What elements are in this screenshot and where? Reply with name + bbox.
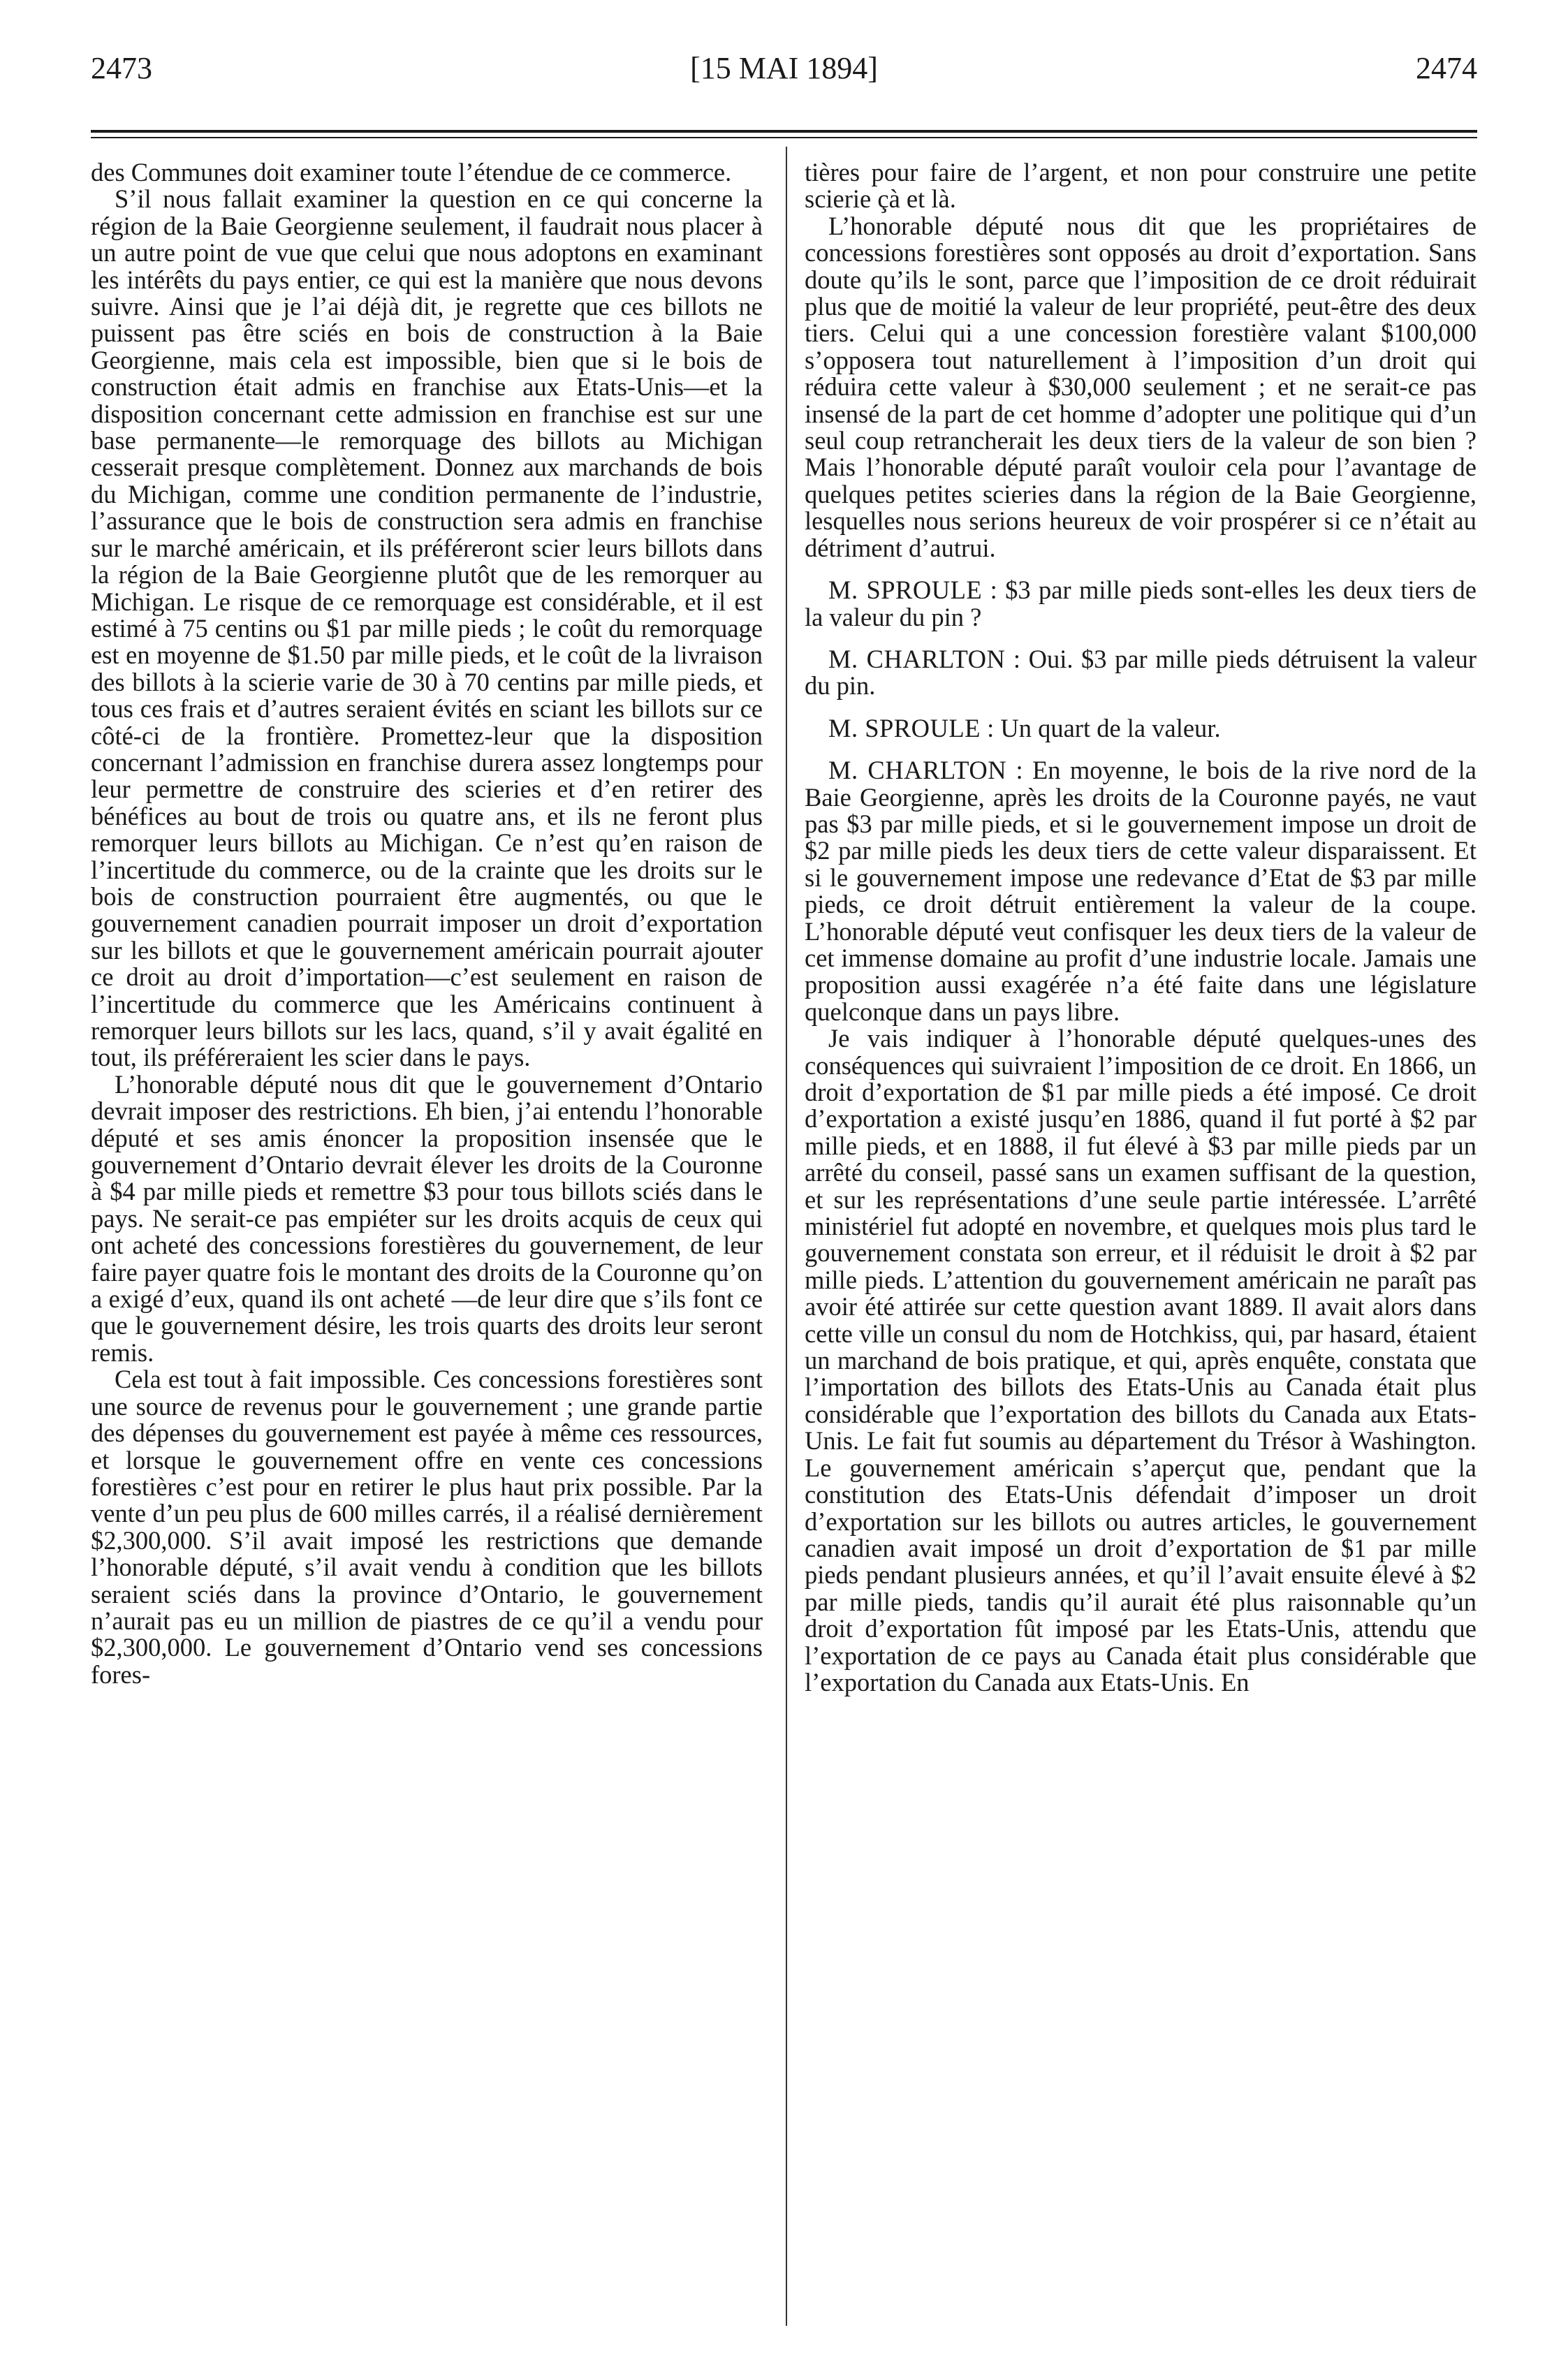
left-column	[91, 159, 763, 1688]
speech-charlton-2	[805, 757, 1477, 1025]
speech-text: : Un quart de la valeur.	[980, 713, 1221, 742]
column-divider	[786, 147, 787, 2326]
right-column	[805, 159, 1477, 1696]
header-date: [15 MAI 1894]	[690, 51, 878, 85]
paragraph: L’honorable député nous dit que le gouvernement d’Ontario devrait imposer des restrictions. Eh bien, j’ai entendu l’honorable député et ses amis énoncer la proposition insensée que le gouvernement d’Ontario devrait élever les droits de la Couronne à $4 par mille pieds et remettre $3 pour tous billots sciés dans le pays. Ne serait-ce pas empiéter sur les droits acquis de ceux qui ont acheté des concessions forestières du gouvernement, de leur faire payer quatre fois le montant des droits de la Couronne qu’on a exigé d’eux, quand ils ont acheté —de leur dire que s’ils font ce que le gouvernement désire, les trois quarts des droits leur seront remis.	[91, 1069, 763, 1367]
paragraph: Cela est tout à fait impossible. Ces concessions forestières sont une source de revenus pour le gouvernement ; une grande partie des dépenses du gouvernement est payée à même ces ressources, et lorsque le gouvernement offre en vente ces concessions forestières c’est pour en retirer le plus haut prix possible. Par la vente d’un peu plus de 600 milles carrés, il a réalisé dernièrement $2,300,000. S’il avait imposé les restrictions que demande l’honorable député, s’il avait vendu à condition que les billots seraient sciés dans la province d’Ontario, le gouvernement n’aurait pas eu un million de piastres de ce qu’il a vendu pour $2,300,000. Le gouvernement d’Ontario vend ses concessions fores-	[91, 1365, 763, 1689]
speaker-name: M. SPROULE	[828, 576, 983, 605]
speech-text: : En moyenne, le bois de la rive nord de la Baie Georgienne, après les droits de la Couronne payés, ne vaut pas $3 par mille pieds, et si le gouvernement impose un droit de $2 par mille pieds les deux tiers de cette valeur disparaissent. Et si le gouvernement impose une redevance d’Etat de $3 par mille pieds, ce droit détruit entièrement la valeur de la coupe. L’honorable député veut confisquer les deux tiers de la valeur de cet immense domaine au profit d’une industrie locale. Jamais une proposition aussi exagérée n’a été faite dans une législature quelconque dans un pays libre.	[805, 756, 1477, 1026]
header-rule-thick	[91, 130, 1477, 133]
paragraph: S’il nous fallait examiner la question en ce qui concerne la région de la Baie Georgienne seulement, il faudrait nous placer à un autre point de vue que celui que nous adoptons en examinant les intérêts du pays entier, ce qui est la manière que nous devons suivre. Ainsi que je l’ai déjà dit, je regrette que ces billots ne puissent pas être sciés en bois de construction à la Baie Georgienne, mais cela est impossible, bien que si le bois de construction était admis en franchise aux Etats-Unis—et la disposition concernant cette admission en franchise est sur une base permanente—le remorquage des billots au Michigan cesserait presque complètement. Donnez aux marchands de bois du Michigan, comme une condition permanente de l’industrie, l’assurance que le bois de construction sera admis en franchise sur le marché américain, et ils préféreront scier leurs billots dans la région de la Baie Georgienne plutôt que de les remorquer au Michigan. Le risque de ce remorquage est considérable, et il est estimé à 75 centins ou $1 par mille pieds ; le coût du remorquage est en moyenne de $1.50 par mille pieds, et le coût de la livraison des billots à la scierie varie de 30 à 70 centins par mille pieds, et tous ces frais et d’autres seraient évités en sciant les billots sur ce côté-ci de la frontière. Promettez-leur que la disposition concernant l’admission en franchise durera assez longtemps pour leur permettre de construire des scieries et d’en retirer des bénéfices au bout de trois ou quatre ans, et ils ne feront plus remorquer leurs billots au Michigan. Ce n’est qu’en raison de l’incertitude du commerce, ou de la crainte que les droits sur le bois de construction pourraient être augmentés, ou que le gouvernement canadien pourrait imposer un droit d’exportation sur les billots et que le gouvernement américain pourrait ajouter ce droit au droit d’importation—c’est seulement en raison de l’incertitude du commerce que les Américains continuent à remorquer leurs billots sur les lacs, quand, s’il y avait égalité en tout, ils préféreraient les scier dans le pays.	[91, 184, 763, 1072]
header-rule-thin	[91, 137, 1477, 138]
page-header	[91, 50, 1477, 106]
paragraph: des Communes doit examiner toute l’étendue de ce commerce.	[91, 158, 732, 186]
speech-sproule-2	[805, 715, 1477, 742]
paragraph: Je vais indiquer à l’honorable député quelques-unes des conséquences qui suivraient l’imposition de ce droit. En 1866, un droit d’exportation de $1 par mille pieds a été imposé. Ce droit d’exportation a existé jusqu’en 1886, quand il fut porté à $2 par mille pieds, et en 1888, il fut élevé à $3 par mille pieds par un arrêté du conseil, passé sans un examen suffisant de la question, et sur les représentations d’une seule partie intéressée. L’arrêté ministériel fut adopté en novembre, et quelques mois plus tard le gouvernement constata son erreur, et il réduisit le droit à $2 par mille pieds. L’attention du gouvernement américain ne paraît pas avoir été attirée sur cette question avant 1889. Il avait alors dans cette ville un consul du nom de Hotchkiss, qui, par hasard, étaient un marchand de bois pratique, et qui, après enquête, constata que l’importation des billots des Etats-Unis au Canada était plus considérable que l’exportation des billots du Canada aux Etats-Unis. Le fait fut soumis au département du Trésor à Washington. Le gouvernement américain s’aperçut que, pendant que la constitution des Etats-Unis défendait d’imposer un droit d’exportation sur les billots ou autres articles, le gouvernement canadien avait imposé un droit d’exportation de $1 par mille pieds pendant plusieurs années, et qu’il l’avait ensuite élevé à $2 par mille pieds, tandis qu’il aurait été plus raisonnable qu’un droit d’exportation fût imposé par les Etats-Unis, attendu que l’exportation de ce pays au Canada était plus considérable que l’exportation du Canada aux Etats-Unis. En	[805, 1024, 1477, 1696]
speaker-name: M. CHARLTON	[828, 756, 1007, 785]
page-number-left: 2473	[91, 51, 152, 85]
speaker-name: M. CHARLTON	[828, 644, 1006, 673]
speaker-name: M. SPROULE	[828, 713, 981, 742]
speech-sproule-1	[805, 577, 1477, 631]
speech-text: : $3 par mille pieds sont-elles les deux tiers de la valeur du pin ?	[805, 576, 1477, 631]
speech-charlton-1	[805, 646, 1477, 700]
page-number-right: 2474	[1416, 51, 1477, 85]
paragraph: L’honorable député nous dit que les propriétaires de concessions forestières sont opposés au droit d’exportation. Sans doute qu’ils le sont, parce que l’imposition de ce droit réduirait plus que de moitié la valeur de leur propriété, peut-être des deux tiers. Celui qui a une concession forestière valant $100,000 s’opposera tout naturellement à l’imposition d’un droit qui réduira cette valeur à $30,000 seulement ; et ne serait-ce pas insensé de la part de cet homme d’adopter une politique qui d’un seul coup retrancherait les deux tiers de la valeur de son bien ? Mais l’honorable député paraît vouloir cela pour l’avantage de quelques petites scieries dans la région de la Baie Georgienne, lesquelles nous serions heureux de voir prospérer si ce n’était au détriment d’autrui.	[805, 211, 1477, 562]
speech-text: : Oui. $3 par mille pieds détruisent la valeur du pin.	[805, 644, 1477, 701]
paragraph: tières pour faire de l’argent, et non pour construire une petite scierie çà et là.	[805, 158, 1477, 214]
